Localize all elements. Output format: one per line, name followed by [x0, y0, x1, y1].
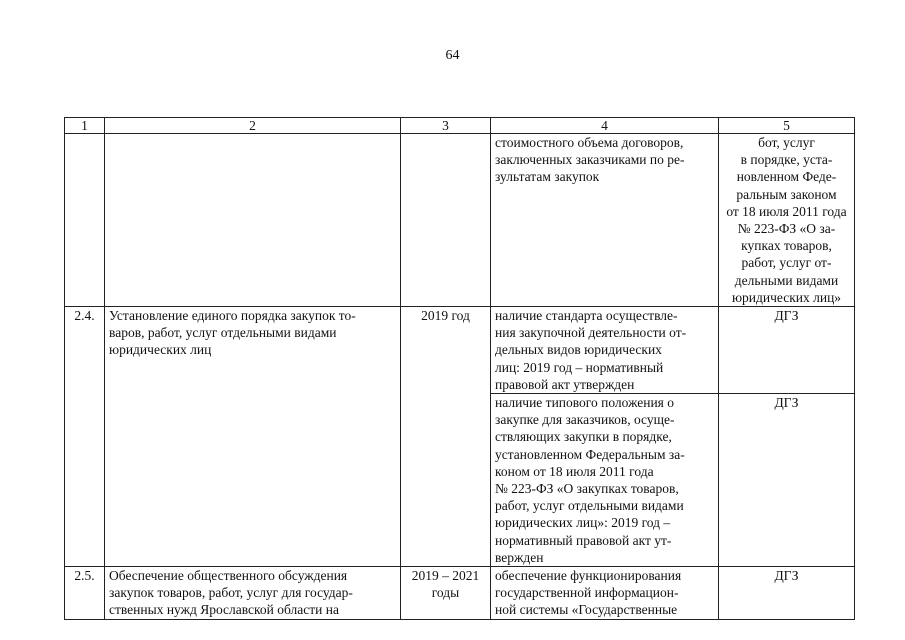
- row-number: 2.4.: [65, 307, 105, 567]
- indicator-cell: наличие типового положения о закупке для заказчиков, осуще- ствляющих закупки в порядке, установленном Федеральным за- коном от 18 июля 2011 года № 223-ФЗ «О закупках товаров, работ, услуг отдельными видами юридических лиц»: 2019 год – нормативный правовой акт ут- вержден: [491, 394, 719, 567]
- row-number: 2.5.: [65, 567, 105, 620]
- term-cell: 2019 – 2021 годы: [401, 567, 491, 620]
- responsible-cell: ДГЗ: [719, 567, 855, 620]
- indicator-cell: наличие стандарта осуществле- ния закупочной деятельности от- дельных видов юридических лиц: 2019 год – нормативный правовой акт утвержден: [491, 307, 719, 394]
- table-header-row: [65, 118, 855, 134]
- column-header-1: 1: [65, 118, 105, 134]
- indicator-cell: обеспечение функционирования государственной информацион- ной системы «Государственные: [491, 567, 719, 620]
- table-row: [65, 307, 855, 394]
- event-cell: Обеспечение общественного обсуждения закупок товаров, работ, услуг для государ- ственных нужд Ярославской области на: [105, 567, 401, 620]
- column-header-4: 4: [491, 118, 719, 134]
- indicator-cell: стоимостного объема договоров, заключенных заказчиками по ре- зультатам закупок: [491, 134, 719, 307]
- table-row: [65, 134, 855, 307]
- plan-table: [64, 117, 855, 620]
- page-number: 64: [445, 48, 460, 63]
- event-cell: Установление единого порядка закупок то- варов, работ, услуг отдельными видами юридических лиц: [105, 307, 401, 567]
- column-header-3: 3: [401, 118, 491, 134]
- responsible-cell: ДГЗ: [719, 394, 855, 567]
- row-number: [65, 134, 105, 307]
- column-header-2: 2: [105, 118, 401, 134]
- table-row: [65, 567, 855, 620]
- event-cell: [105, 134, 401, 307]
- responsible-cell: бот, услуг в порядке, уста- новленном Феде- ральным законом от 18 июля 2011 года № 223-ФЗ «О за- купках товаров, работ, услуг от- дельными видами юридических лиц»: [719, 134, 855, 307]
- term-cell: 2019 год: [401, 307, 491, 567]
- term-cell: [401, 134, 491, 307]
- column-header-5: 5: [719, 118, 855, 134]
- responsible-cell: ДГЗ: [719, 307, 855, 394]
